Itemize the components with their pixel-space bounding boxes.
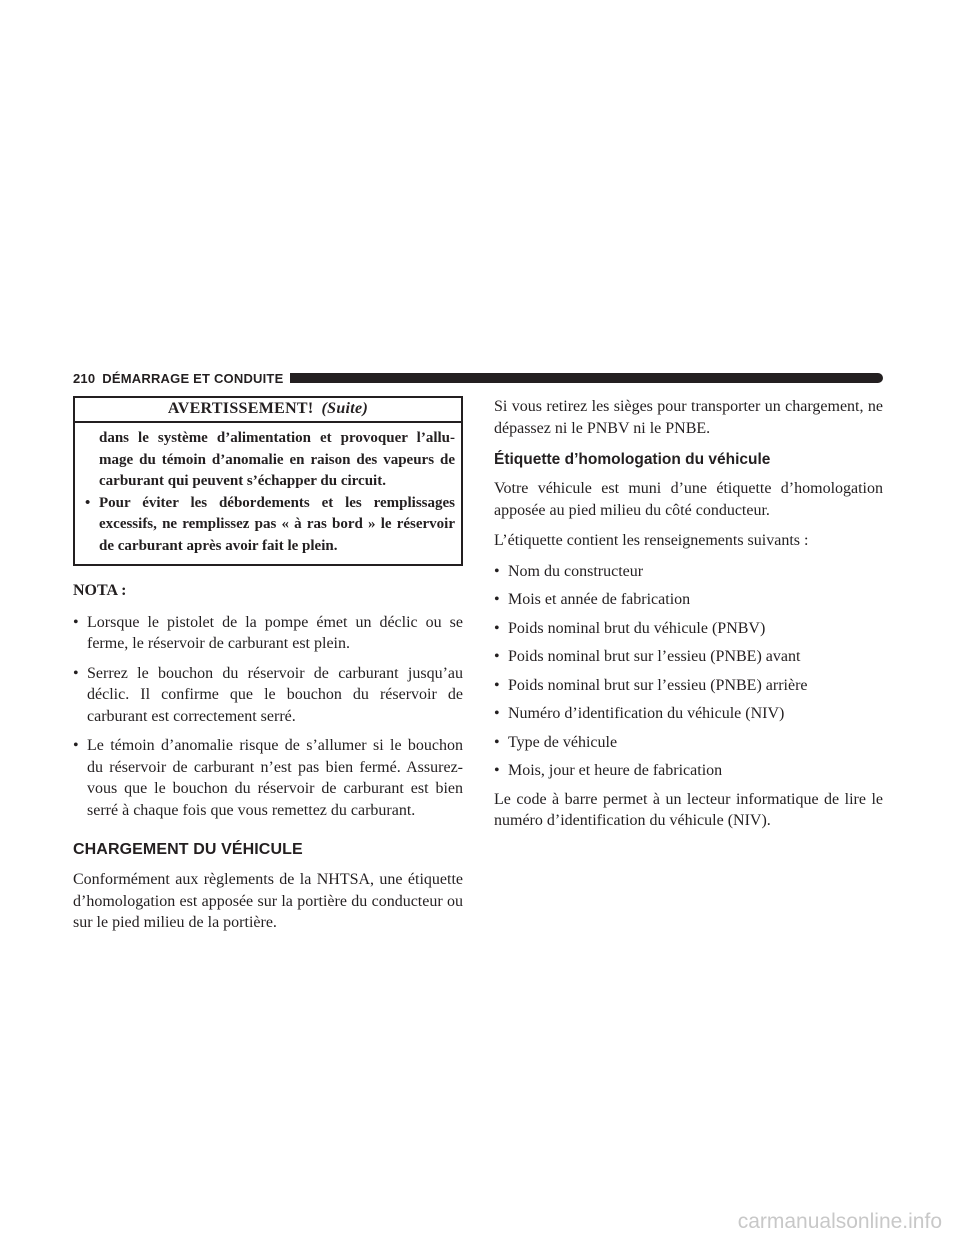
list-item: • Mois et année de fabrication xyxy=(494,589,883,611)
page-number: 210 xyxy=(73,370,96,386)
bullet-icon: • xyxy=(73,664,79,682)
header-rule xyxy=(290,373,883,383)
bullet-icon: • xyxy=(494,676,500,694)
list-item: • Le témoin d’anomalie risque de s’allumer si le bouchon du réservoir de carburant n’est pas bien fermé. Assurez-vous que le bouchon du réservoir de carburant est bien serré à chaque fois que vous remettez du carburant. xyxy=(73,735,463,821)
warning-title-text: AVERTISSEMENT! xyxy=(167,400,314,417)
warning-box xyxy=(73,396,463,566)
right-column xyxy=(494,396,883,832)
warning-body xyxy=(75,423,461,564)
warning-suite: (Suite) xyxy=(321,400,369,417)
warning-bullet-text: Pour éviter les débordements et les remplissages excessifs, ne remplissez pas « à ras bord » le réservoir de carburant après avoir fait le plein. xyxy=(99,494,455,554)
label-info-list xyxy=(494,561,883,782)
warning-bullet xyxy=(85,493,455,558)
list-item: • Serrez le bouchon du réservoir de carburant jusqu’au déclic. Il confirme que le bouchon du réservoir de carburant est correctement serré. xyxy=(73,663,463,728)
bullet-icon: • xyxy=(494,619,500,637)
warning-continuation: dans le système d’alimentation et provoquer l’allu-mage du témoin d’anomalie en raison des vapeurs de carburant qui peuvent s’échapper du circuit. xyxy=(99,430,455,489)
paragraph-1: Votre véhicule est muni d’une étiquette d’homologation apposée au pied milieu du côté conducteur. xyxy=(494,480,883,519)
nota-label: NOTA : xyxy=(73,582,127,599)
left-column xyxy=(73,396,463,934)
bullet-icon: • xyxy=(494,705,500,722)
list-item: • Lorsque le pistolet de la pompe émet un déclic ou se ferme, le réservoir de carburant est plein. xyxy=(73,612,463,655)
list-item: • Nom du constructeur xyxy=(494,561,883,583)
list-item: • Poids nominal brut sur l’essieu (PNBE) avant xyxy=(494,646,883,668)
page-header xyxy=(73,370,883,386)
bullet-icon: • xyxy=(494,762,500,779)
list-item: • Poids nominal brut du véhicule (PNBV) xyxy=(494,618,883,640)
list-item: • Numéro d’identification du véhicule (NIV) xyxy=(494,703,883,725)
intro-paragraph: Si vous retirez les sièges pour transporter un chargement, ne dépassez ni le PNBV ni le PNBE. xyxy=(494,398,883,437)
bullet-icon: • xyxy=(494,562,500,580)
closing-paragraph: Le code à barre permet à un lecteur informatique de lire le numéro d’identification du véhicule (NIV). xyxy=(494,790,883,829)
list-item: • Poids nominal brut sur l’essieu (PNBE) arrière xyxy=(494,675,883,697)
nota-list xyxy=(73,612,463,822)
section-heading: CHARGEMENT DU VÉHICULE xyxy=(73,841,303,858)
section-title: DÉMARRAGE ET CONDUITE xyxy=(102,370,284,386)
bullet-icon: • xyxy=(494,591,500,608)
paragraph-2: L’étiquette contient les renseignements suivants : xyxy=(494,532,809,549)
section-paragraph: Conformément aux règlements de la NHTSA, une étiquette d’homologation est apposée sur la portière du conducteur ou sur le pied milieu de la portière. xyxy=(73,871,463,931)
bullet-icon: • xyxy=(73,613,79,631)
list-item: • Type de véhicule xyxy=(494,732,883,754)
subheading: Étiquette d’homologation du véhicule xyxy=(494,451,771,468)
warning-title xyxy=(75,398,461,423)
watermark: carmanualsonline.info xyxy=(737,1210,942,1233)
bullet-icon: • xyxy=(494,733,500,751)
bullet-icon: • xyxy=(494,648,500,665)
list-item: • Mois, jour et heure de fabrication xyxy=(494,760,883,782)
bullet-icon: • xyxy=(85,494,91,511)
bullet-icon: • xyxy=(73,737,79,754)
